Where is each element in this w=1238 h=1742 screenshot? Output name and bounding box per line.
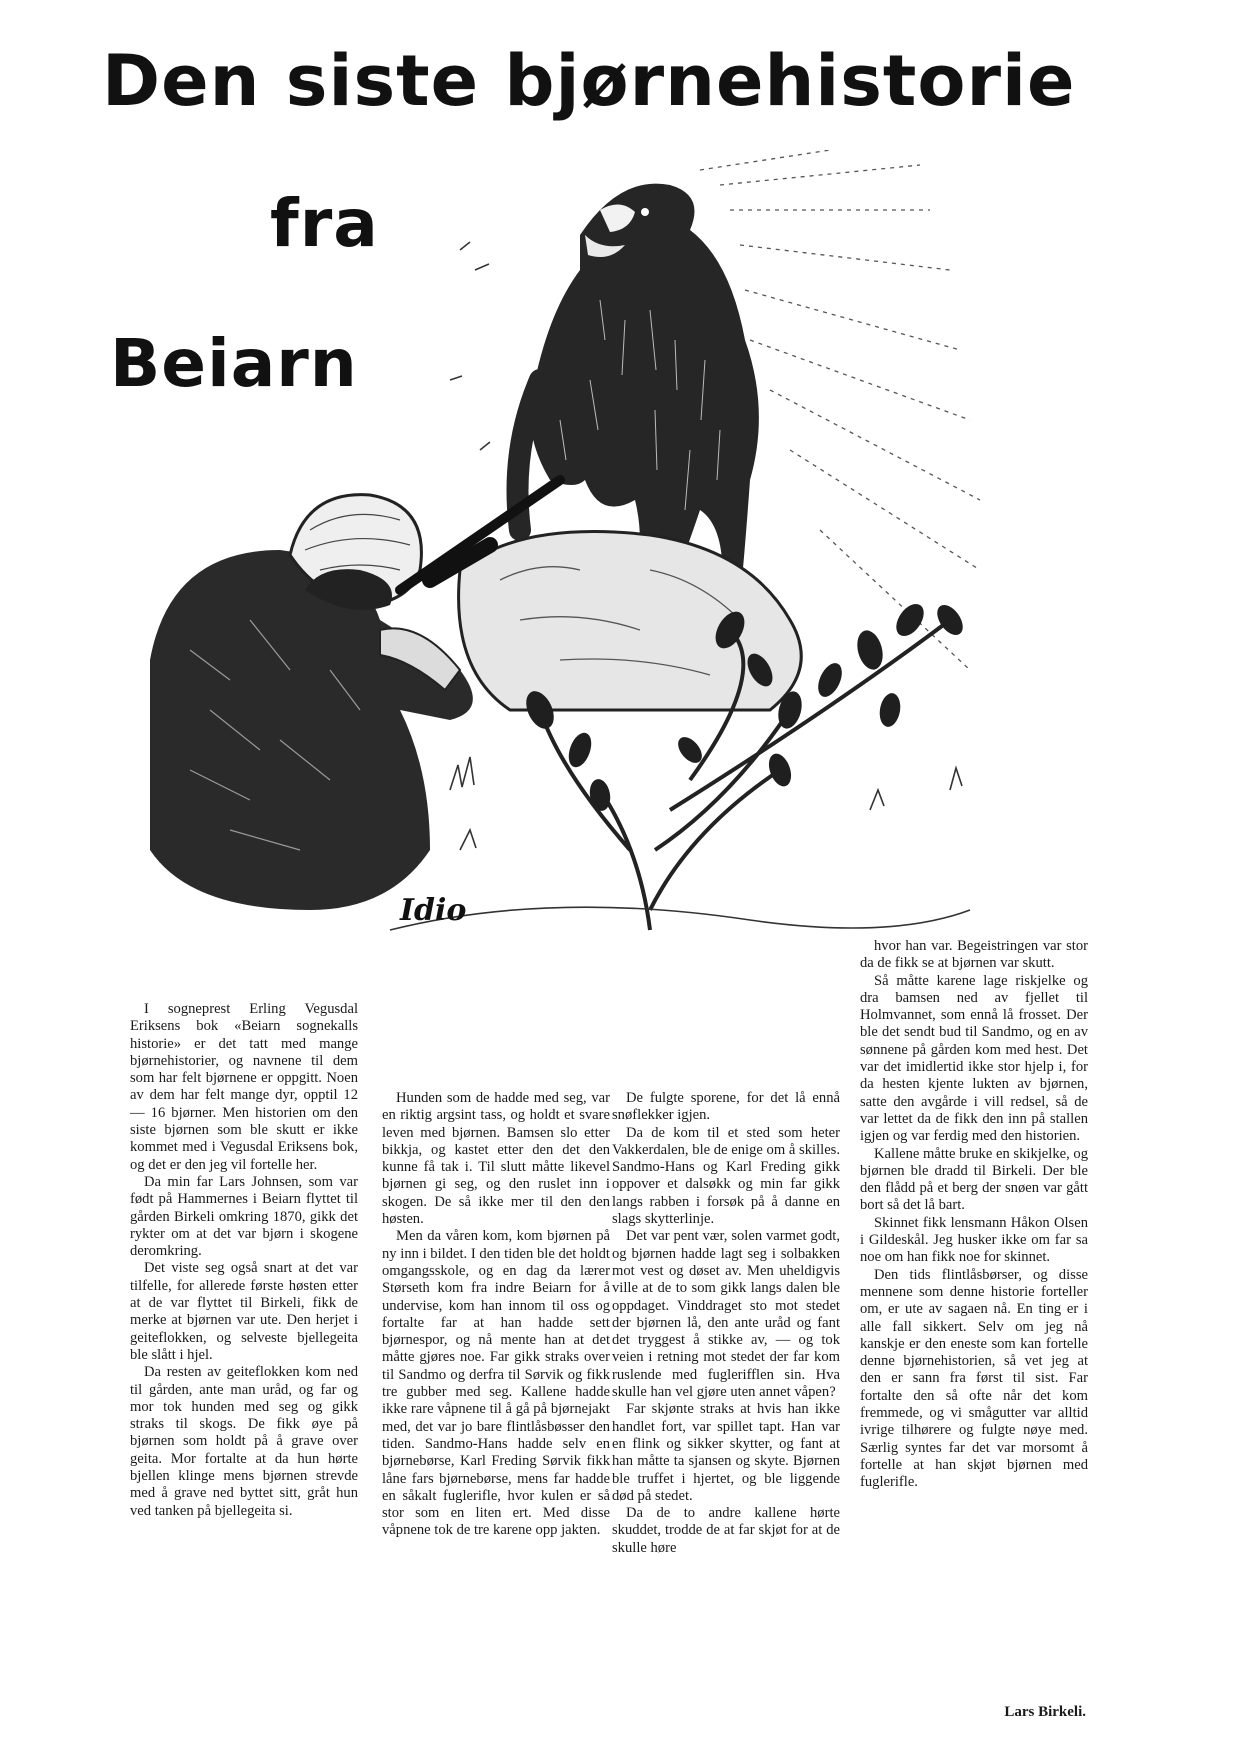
artist-signature: Idio xyxy=(400,893,467,928)
paragraph: hvor han var. Begeistringen var stor da de fikk se at bjørnen var skutt. xyxy=(860,938,1088,972)
headline-line-3: Beiarn xyxy=(110,325,358,402)
paragraph: I sogneprest Erling Vegusdal Eriksens bok «Beiarn sognekalls historie» er det tatt med mange bjørnehistorier, og navnene til dem som har felt bjørnene er oppgitt. Noen av dem har felt mange dyr, opptil 12 — 16 bjørner. Men historien om den siste bjørnen som ble skutt er ikke kommet med i Vegusdal Eriksens bok, og det er den jeg vil fortelle her. xyxy=(130,1001,358,1173)
paragraph: Men da våren kom, kom bjørnen på ny inn i bildet. I den tiden ble det holdt omgangsskole, og en dag da lærer Størseth kom fra indre Beiarn for å undervise, kom han innom til oss og fortalte far at han hadde sett bjørnespor, og nå mente han at det måtte gjøres noe. Far gikk straks over til Sandmo og derfra til Sørvik og fikk tre gubber med seg. Kallene hadde ikke rare våpnene til å gå på bjørnejakt med, det var jo bare flintlåsbøsser den tiden. Sandmo-Hans hadde selv en bjørnebørse, Karl Freding Sørvik fikk låne fars bjørnebørse, mens far hadde en såkalt fuglerifle, hvor kulen er så stor som en liten ert. Med disse våpnene tok de tre karene opp jakten. xyxy=(382,1228,610,1539)
paragraph: Det var pent vær, solen varmet godt, og bjørnen hadde lagt seg i solbakken mot vest og døset av. Men uheldigvis ville at de to som gikk langs dalen ble oppdaget. Vinddraget sto mot stedet der bjørnen lå, den ante uråd og fant det tryggest å stikke av, — og tok veien i retning mot stedet der far kom ruslende med fuglerifflen sin. Hva skulle han vel gjøre uten annet våpen? xyxy=(612,1228,840,1401)
paragraph: Da min far Lars Johnsen, som var født på Hammernes i Beiarn flyttet til gården Birkeli omkring 1870, gikk det rykter om at det var bjørn i skogene deromkring. xyxy=(130,1173,358,1260)
paragraph: Far skjønte straks at hvis han ikke handlet fort, var spillet tapt. Han var en flink og sikker skytter, og fant at han måtte ta sjansen og skyte. Bjørnen ble truffet i hjertet, og ble liggende død på stedet. xyxy=(612,1401,840,1504)
article-column-1 xyxy=(130,1001,358,1520)
article-column-4 xyxy=(860,938,1088,1492)
rock xyxy=(459,532,802,710)
paragraph: Hunden som de hadde med seg, var en riktig argsint tass, og holdt et svare leven med bjørnen. Bamsen slo etter bikkja, og kastet etter den det den kunne få tak i. Til slutt måtte likevel bjørnen gi seg, og den ruslet inn i skogen. De så ikke mer til den den høsten. xyxy=(382,1090,610,1228)
ground-grass xyxy=(390,757,970,930)
paragraph: Da de kom til et sted som heter Vakkerdalen, ble de enige om å skilles. Sandmo-Hans og Karl Freding gikk oppover et dalsøkk og min far gikk langs rabben i forsøk på å danne en slags skytterlinje. xyxy=(612,1124,840,1228)
paragraph: Det viste seg også snart at det var tilfelle, for allerede første høsten etter at de var flyttet til Birkeli, fikk de merke at bjørnen var ute. Den herjet i geiteflokken, og selveste bjellegeita ble slått i hjel. xyxy=(130,1260,358,1363)
article-column-3 xyxy=(612,1090,840,1557)
paragraph: Så måtte karene lage riskjelke og dra bamsen ned av fjellet til Holmvannet, som ennå lå frosset. Der ble det sendt bud til Sandmo, og en av sønnene på gården kom med hest. Det var det imidlertid ikke stor hjelp i, for da hesten kjente lukten av bjørnen, satte den avgårde i vill redsel, så de var lettet da de fikk den inn på stallen igjen og var ferdig med den historien. xyxy=(860,972,1088,1145)
bear-hunter-illustration xyxy=(130,150,1130,1050)
headline-line-1: Den siste bjørnehistorie xyxy=(102,40,1076,122)
headline-line-2: fra xyxy=(270,185,379,262)
paragraph: Kallene måtte bruke en skikjelke, og bjørnen ble dradd til Birkeli. Der ble den flådd på et berg der snøen var gått bort så det lå bart. xyxy=(860,1145,1088,1214)
article-column-2 xyxy=(382,1090,610,1540)
paragraph: Da resten av geiteflokken kom ned til gården, ante man uråd, og far og mor tok hunden med seg og gikk straks til skogs. De fikk øye på bjørnen som holdt på å grave over geita. Mor fortalte at da hun hørte bjellen klinge mens bjørnen strevde med å grave ned byttet sitt, gråt hun ved tanken på bjellegeita si. xyxy=(130,1364,358,1519)
paragraph: Den tids flintlåsbørser, og disse mennene som denne historie forteller om, er ute av sagaen nå. En ting er i alle fall sikkert. Selv om jeg nå kanskje er den eneste som kan fortelle denne bjørnehistorien, så vet jeg at den er sann fra først til sist. Far fortalte den så ofte når det kom fremmede, og vi smågutter var alltid ivrige tilhørere og fulgte nøye med. Særlig syntes far det var morsomt å fortelle at han skjøt bjørnen med fuglerifle. xyxy=(860,1266,1088,1491)
paragraph: Da de to andre kallene hørte skuddet, trodde de at far skjøt for at de skulle høre xyxy=(612,1505,840,1556)
author-byline: Lars Birkeli. xyxy=(1004,1704,1086,1720)
paragraph: De fulgte sporene, for det lå ennå snøflekker igjen. xyxy=(612,1090,840,1124)
paragraph: Skinnet fikk lensmann Håkon Olsen i Gildeskål. Jeg husker ikke om far sa noe om han fikk noe for skinnet. xyxy=(860,1214,1088,1266)
